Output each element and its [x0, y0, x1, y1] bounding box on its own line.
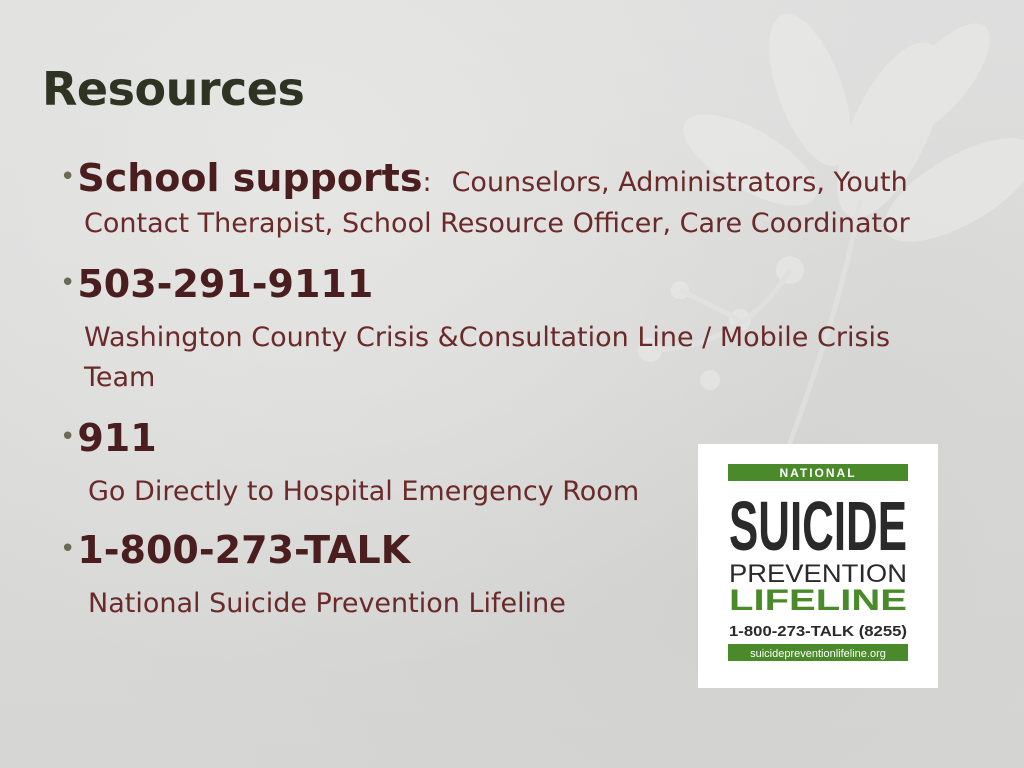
logo-url-text: suicidepreventionlifeline.org — [750, 648, 886, 660]
resource-colon: : — [422, 167, 432, 198]
suicide-prevention-lifeline-logo — [698, 444, 938, 688]
resource-description: Counselors, Administrators, Youth — [451, 167, 908, 198]
resource-heading: 1-800-273-TALK — [77, 528, 411, 572]
resource-description-line2: Contact Therapist, School Resource Officer, Care Coordinator — [84, 208, 910, 239]
resource-heading: 911 — [77, 416, 157, 460]
resource-description: Go Directly to Hospital Emergency Room — [88, 476, 640, 507]
logo-national-text: NATIONAL — [779, 466, 857, 480]
logo-phone-text: 1-800-273-TALK (8255) — [729, 623, 907, 640]
logo-lifeline-text: LIFELINE — [729, 584, 907, 617]
resource-item-county-crisis-line — [60, 262, 373, 306]
slide-title: Resources — [42, 62, 305, 116]
resource-item-lifeline — [60, 528, 410, 572]
bullet-icon: • — [60, 422, 76, 452]
resource-description: Washington County Crisis &Consultation Line / Mobile Crisis — [84, 322, 891, 353]
resource-description-line2: Team — [84, 362, 156, 393]
bullet-icon: • — [60, 162, 76, 192]
logo-suicide-text: SUICIDE — [729, 487, 907, 565]
resource-heading: School supports — [77, 156, 423, 200]
resource-description: National Suicide Prevention Lifeline — [88, 588, 566, 619]
bullet-icon: • — [60, 268, 76, 298]
bullet-icon: • — [60, 534, 76, 564]
logo-prevention-text: PREVENTION — [729, 560, 907, 588]
resource-item-school-supports — [60, 156, 908, 200]
resource-heading: 503-291-9111 — [77, 262, 374, 306]
resource-item-911 — [60, 416, 157, 460]
